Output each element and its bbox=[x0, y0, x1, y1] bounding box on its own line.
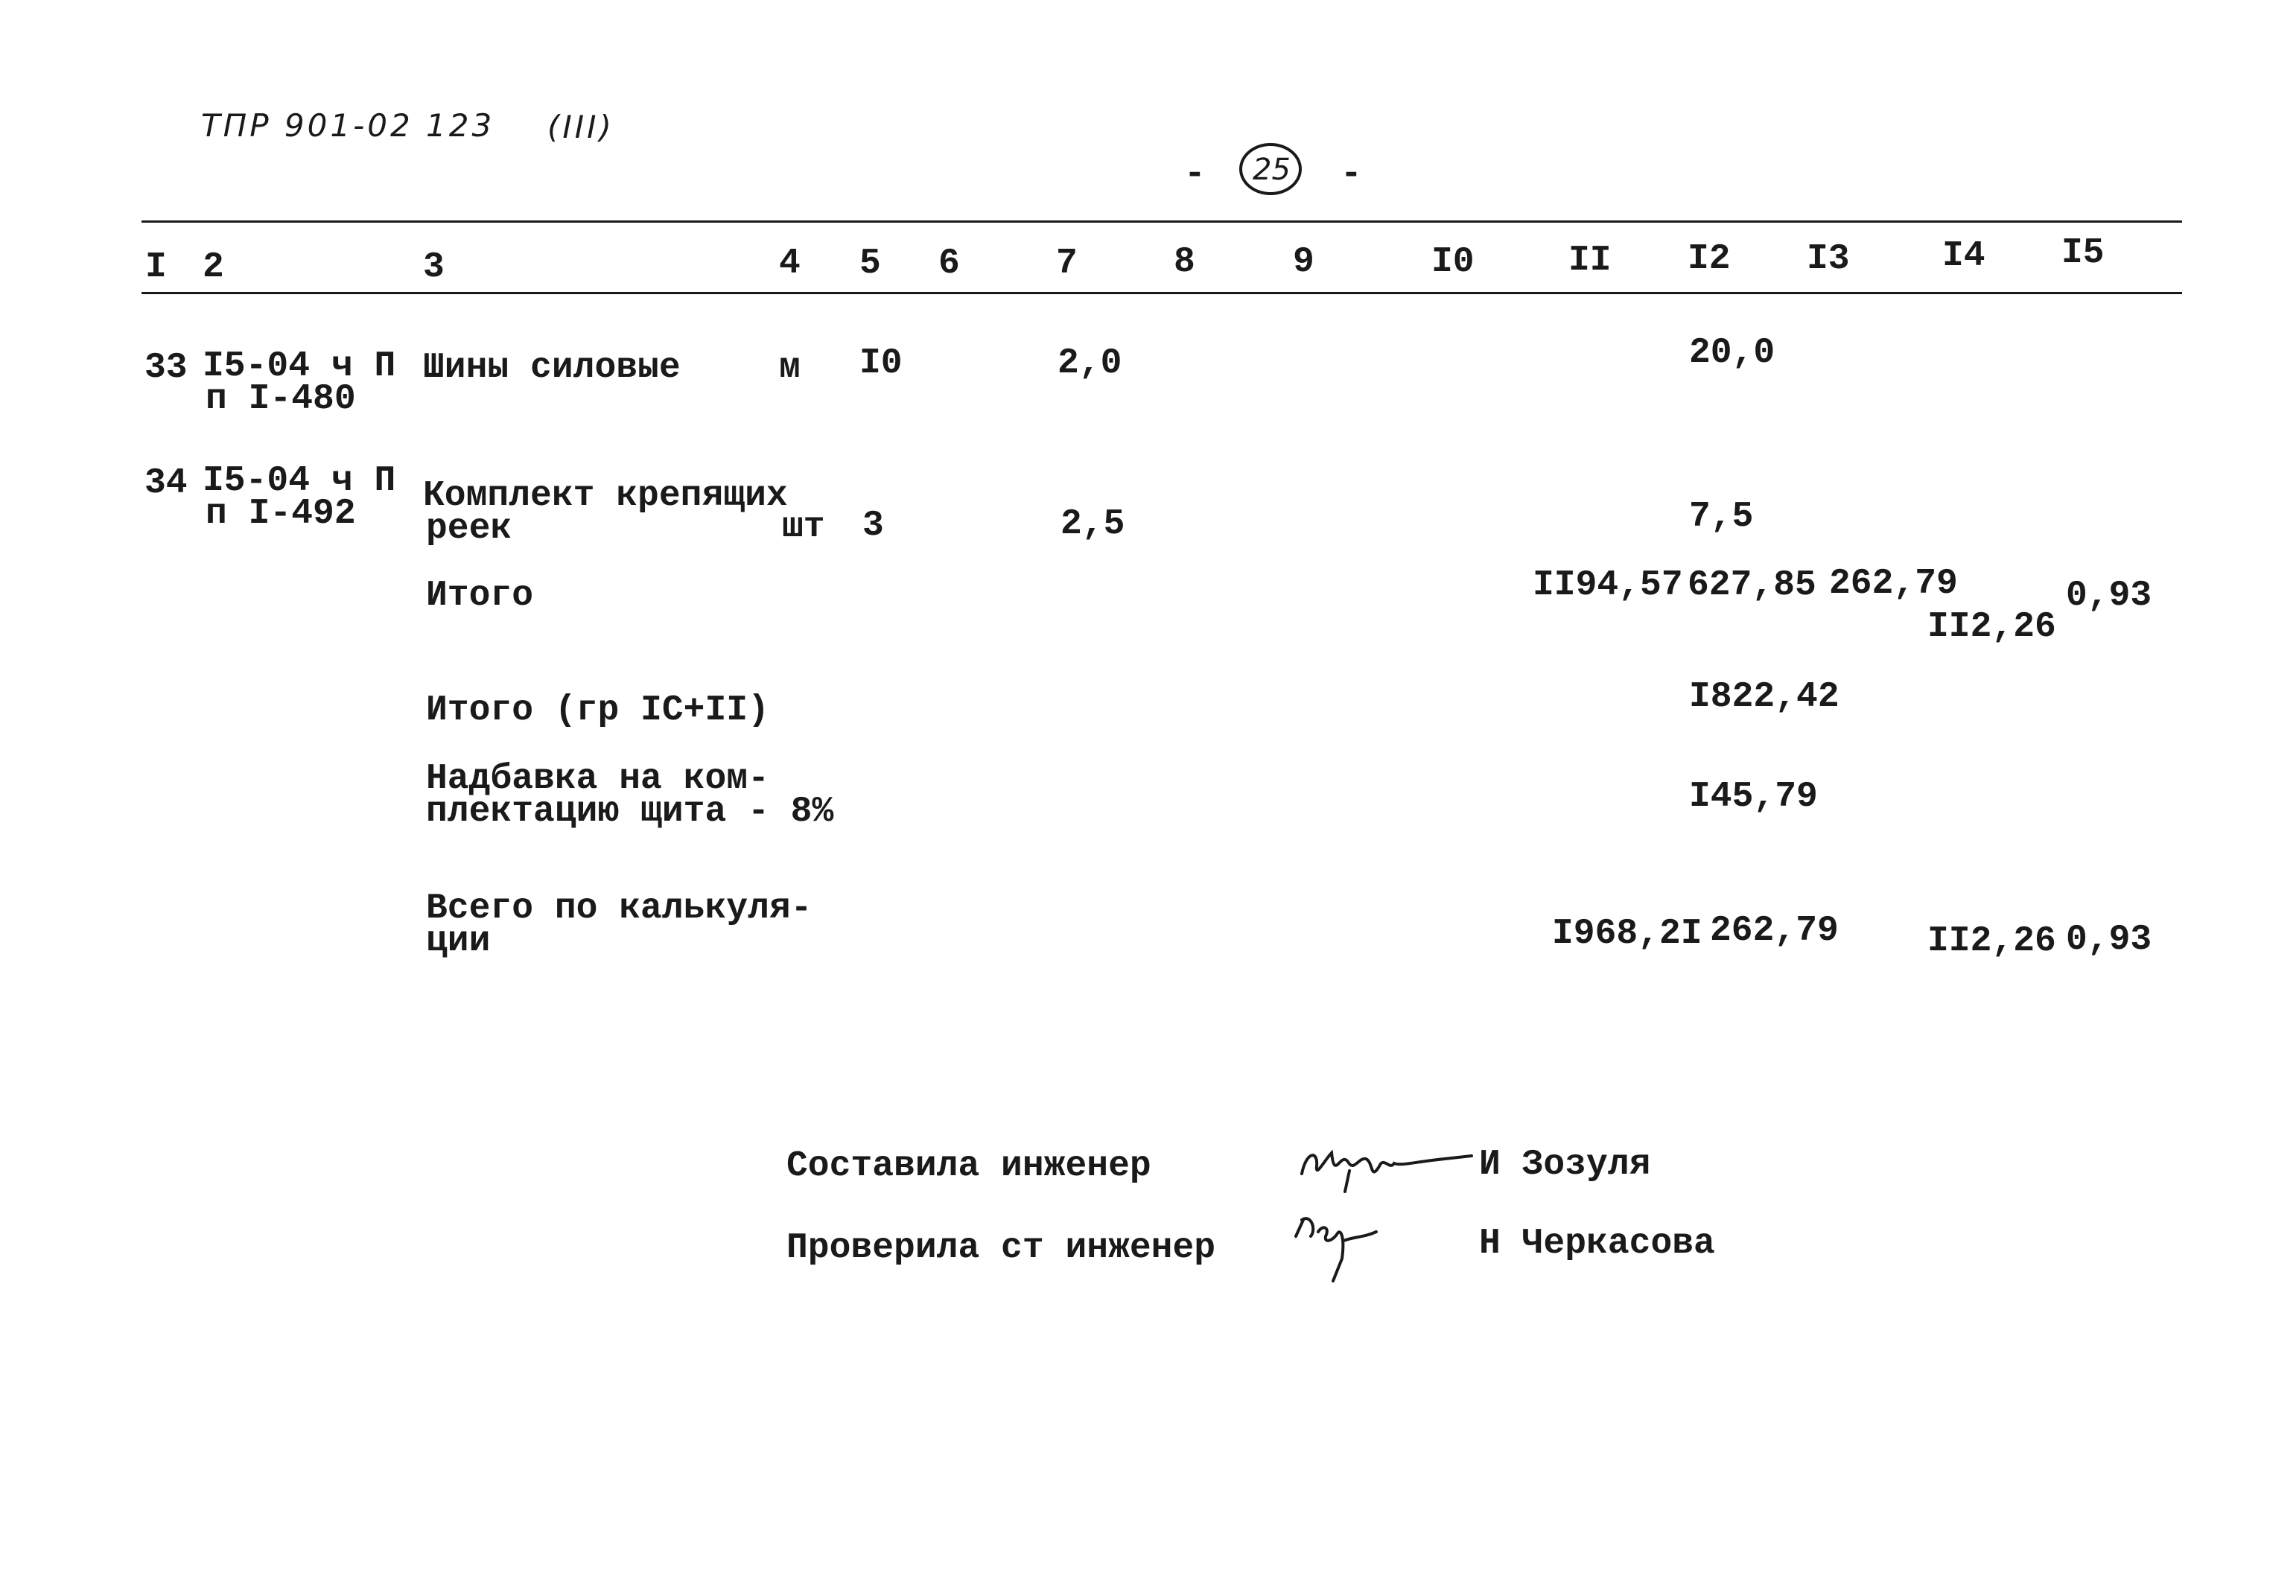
vsego-col14: II2,26 bbox=[1927, 921, 2056, 961]
column-header: 7 bbox=[1056, 244, 1078, 284]
itogo-label: Итого bbox=[426, 576, 534, 616]
page-dash-left: - bbox=[1184, 154, 1206, 194]
column-header: II bbox=[1568, 241, 1612, 281]
page-number: 25 bbox=[1253, 153, 1291, 187]
row-unit: м bbox=[779, 348, 801, 388]
column-header: 9 bbox=[1293, 242, 1314, 282]
checked-name: Н Черкасова bbox=[1479, 1224, 1715, 1264]
itogo-col12: 627,85 bbox=[1688, 565, 1816, 605]
row-total: 7,5 bbox=[1689, 497, 1754, 537]
row-number: 33 bbox=[144, 348, 188, 388]
page-dash-right: - bbox=[1341, 154, 1362, 194]
itogo-col11: II94,57 bbox=[1533, 565, 1683, 605]
itogo-gr-label: Итого (гр IС+II) bbox=[426, 690, 769, 731]
row-name: Шины силовые bbox=[423, 348, 681, 388]
column-header: I3 bbox=[1807, 239, 1850, 279]
header-rule-bottom bbox=[141, 292, 2182, 294]
column-header: I4 bbox=[1942, 236, 1985, 276]
signature-cherkasova bbox=[1288, 1206, 1408, 1288]
column-header: 5 bbox=[859, 244, 881, 284]
column-header: I0 bbox=[1431, 242, 1475, 282]
vsego-label-line1: Всего по калькуля- bbox=[426, 888, 812, 929]
row-price: 2,5 bbox=[1060, 504, 1125, 544]
column-header: 3 bbox=[423, 247, 445, 287]
row-price: 2,0 bbox=[1058, 343, 1122, 384]
header-rule-top bbox=[141, 220, 2182, 223]
row-number: 34 bbox=[144, 463, 188, 503]
row-name-line1: Комплект крепящих bbox=[423, 476, 788, 516]
document-code: ТПР 901-02 123 bbox=[201, 107, 495, 144]
row-qty: 3 bbox=[862, 506, 884, 546]
column-header: 4 bbox=[779, 244, 801, 284]
itogo-gr-col12: I822,42 bbox=[1689, 677, 1839, 717]
row-unit: шт bbox=[782, 507, 825, 547]
checked-label: Проверила ст инженер bbox=[786, 1228, 1216, 1268]
row-code-line2: п I-492 bbox=[206, 494, 356, 534]
column-header: 8 bbox=[1174, 242, 1195, 282]
page-number-circle bbox=[1239, 143, 1302, 195]
column-header: 6 bbox=[938, 244, 960, 284]
column-header: I5 bbox=[2061, 233, 2105, 273]
row-name-line2: реек bbox=[426, 509, 512, 549]
composed-label: Составила инженер bbox=[786, 1146, 1151, 1186]
signature-zozulya bbox=[1296, 1136, 1497, 1196]
composed-name: И Зозуля bbox=[1479, 1145, 1651, 1185]
itogo-col13: 262,79 bbox=[1829, 564, 1958, 604]
vsego-col11: I968,2I bbox=[1552, 914, 1702, 954]
nadbavka-label-line1: Надбавка на ком- bbox=[426, 759, 769, 799]
vsego-label-line2: ции bbox=[426, 921, 491, 961]
row-code-line1: I5-04 ч П bbox=[203, 461, 396, 501]
column-header: 2 bbox=[203, 247, 224, 287]
vsego-col12: 262,79 bbox=[1710, 911, 1839, 951]
column-header: I bbox=[145, 247, 167, 287]
row-total: 20,0 bbox=[1689, 333, 1775, 373]
vsego-col15: 0,93 bbox=[2066, 920, 2152, 960]
itogo-col15: 0,93 bbox=[2066, 576, 2152, 616]
itogo-col14: II2,26 bbox=[1927, 607, 2056, 647]
nadbavka-col12: I45,79 bbox=[1689, 777, 1818, 817]
row-qty: I0 bbox=[859, 343, 903, 384]
column-header: I2 bbox=[1688, 239, 1731, 279]
row-code-line1: I5-04 ч П bbox=[203, 346, 396, 387]
row-code-line2: п I-480 bbox=[206, 379, 356, 419]
document-part: (III) bbox=[547, 109, 614, 145]
nadbavka-label-line2: плектацию щита - 8% bbox=[426, 792, 834, 832]
